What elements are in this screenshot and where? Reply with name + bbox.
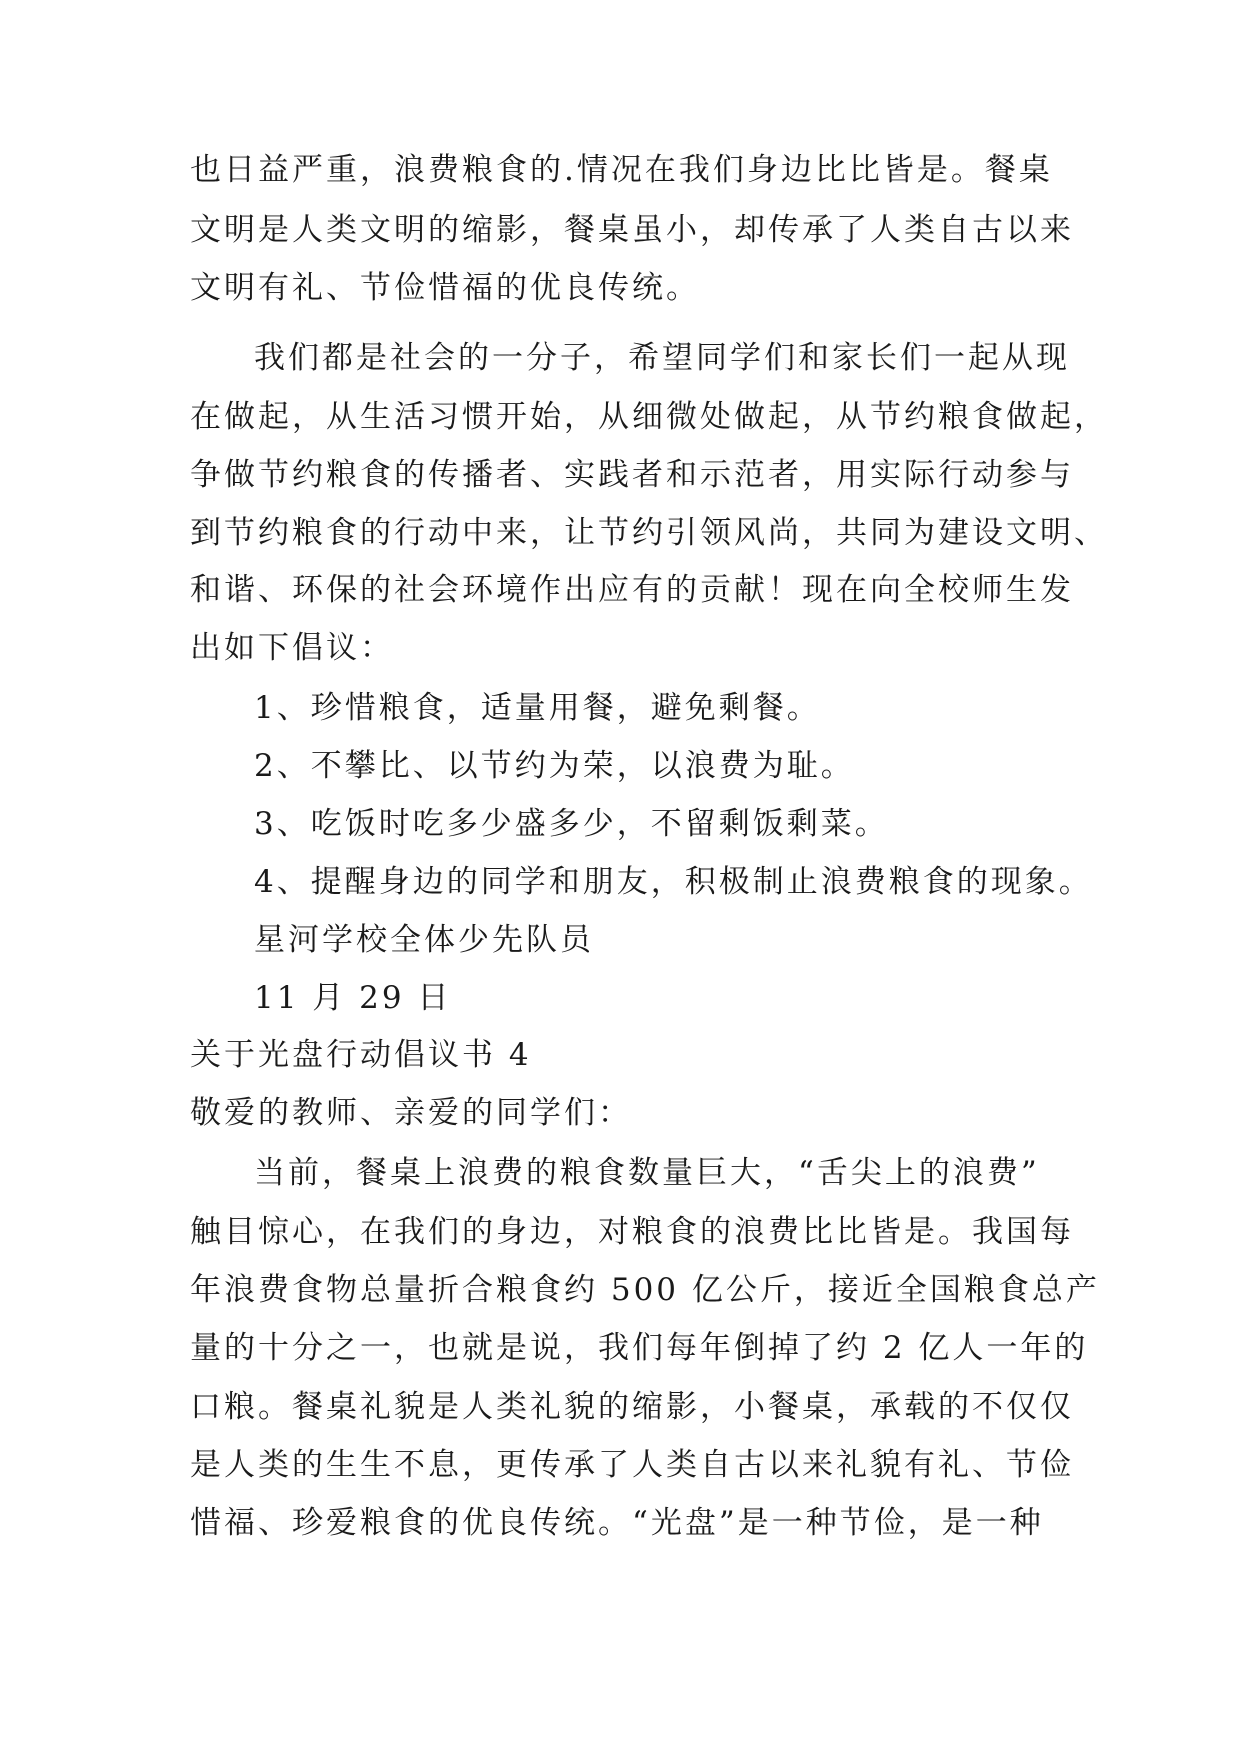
paragraph-line: 到节约粮食的行动中来，让节约引领风尚，共同为建设文明、	[190, 515, 1108, 551]
paragraph-line: 文明是人类文明的缩影，餐桌虽小，却传承了人类自古以来	[190, 212, 1074, 248]
list-item: 1、珍惜粮食，适量用餐，避免剩餐。	[254, 690, 821, 726]
paragraph-line: 出如下倡议：	[190, 630, 394, 666]
salutation: 敬爱的教师、亲爱的同学们：	[190, 1095, 632, 1131]
list-item: 2、不攀比、以节约为荣，以浪费为耻。	[254, 748, 855, 784]
paragraph-line: 争做节约粮食的传播者、实践者和示范者，用实际行动参与	[190, 457, 1074, 493]
paragraph-line: 是人类的生生不息，更传承了人类自古以来礼貌有礼、节俭	[190, 1447, 1074, 1483]
paragraph-line: 在做起，从生活习惯开始，从细微处做起，从节约粮食做起，	[190, 399, 1108, 435]
paragraph-line: 口粮。餐桌礼貌是人类礼貌的缩影，小餐桌，承载的不仅仅	[190, 1389, 1074, 1425]
signature-line: 星河学校全体少先队员	[254, 922, 594, 958]
paragraph-line: 惜福、珍爱粮食的优良传统。“光盘”是一种节俭，是一种	[190, 1505, 1044, 1541]
section-title: 关于光盘行动倡议书 4	[190, 1037, 532, 1073]
paragraph-line: 也日益严重，浪费粮食的.情况在我们身边比比皆是。餐桌	[190, 152, 1053, 188]
list-item: 4、提醒身边的同学和朋友，积极制止浪费粮食的现象。	[254, 864, 1093, 900]
paragraph-line: 和谐、环保的社会环境作出应有的贡献！现在向全校师生发	[190, 572, 1074, 608]
list-item: 3、吃饭时吃多少盛多少，不留剩饭剩菜。	[254, 806, 889, 842]
paragraph-line: 当前，餐桌上浪费的粮食数量巨大，“舌尖上的浪费”	[254, 1155, 1040, 1191]
paragraph-line: 文明有礼、节俭惜福的优良传统。	[190, 270, 700, 306]
date-line: 11 月 29 日	[254, 980, 452, 1016]
paragraph-line: 触目惊心，在我们的身边，对粮食的浪费比比皆是。我国每	[190, 1214, 1074, 1250]
paragraph-line: 年浪费食物总量折合粮食约 500 亿公斤，接近全国粮食总产	[190, 1272, 1100, 1308]
paragraph-line: 量的十分之一，也就是说，我们每年倒掉了约 2 亿人一年的	[190, 1330, 1089, 1366]
paragraph-line: 我们都是社会的一分子，希望同学们和家长们一起从现	[254, 340, 1070, 376]
